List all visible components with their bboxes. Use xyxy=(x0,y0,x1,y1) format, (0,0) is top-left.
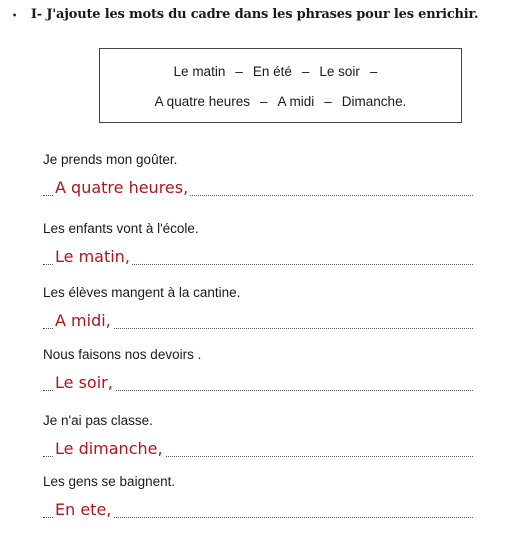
handwritten-answer: Le dimanche, xyxy=(55,439,163,458)
word-le-soir: Le soir xyxy=(319,64,360,79)
bullet-icon: • xyxy=(12,9,17,20)
separator: – xyxy=(301,64,310,79)
word-dimanche: Dimanche. xyxy=(341,94,407,109)
handwritten-answer: En ete, xyxy=(55,500,112,519)
handwritten-answer: A quatre heures, xyxy=(55,178,189,197)
separator: – xyxy=(235,64,243,79)
instruction-text: I- J'ajoute les mots du cadre dans les phrases pour les enrichir. xyxy=(30,7,479,22)
separator: – xyxy=(324,94,332,109)
word-box-line-2 xyxy=(100,94,461,109)
handwritten-answer: Le matin, xyxy=(55,247,130,266)
answer-line[interactable] xyxy=(43,436,473,457)
answer-line[interactable] xyxy=(43,175,473,196)
separator: – xyxy=(260,94,268,109)
word-box xyxy=(99,48,462,123)
instruction-title xyxy=(12,7,522,22)
word-box-line-1 xyxy=(100,64,461,79)
exercise-sentence: Je n'ai pas classe. xyxy=(43,413,153,428)
answer-line[interactable] xyxy=(43,244,473,265)
answer-line[interactable] xyxy=(43,308,473,329)
word-a-midi: A midi xyxy=(277,94,315,109)
handwritten-answer: Le soir, xyxy=(55,373,113,392)
exercise-sentence: Nous faisons nos devoirs . xyxy=(43,347,202,362)
handwritten-answer: A midi, xyxy=(55,311,111,330)
exercise-sentence: Les enfants vont à l'école. xyxy=(43,221,199,236)
word-a-quatre-heures: A quatre heures xyxy=(154,94,250,109)
separator: – xyxy=(369,64,378,79)
answer-line[interactable] xyxy=(43,497,473,518)
word-en-ete: En été xyxy=(252,64,292,79)
exercise-sentence: Les gens se baignent. xyxy=(43,474,176,489)
exercise-sentence: Les élèves mangent à la cantine. xyxy=(43,285,241,300)
exercise-sentence: Je prends mon goûter. xyxy=(43,152,178,167)
answer-line[interactable] xyxy=(43,370,473,391)
word-le-matin: Le matin xyxy=(173,64,226,79)
